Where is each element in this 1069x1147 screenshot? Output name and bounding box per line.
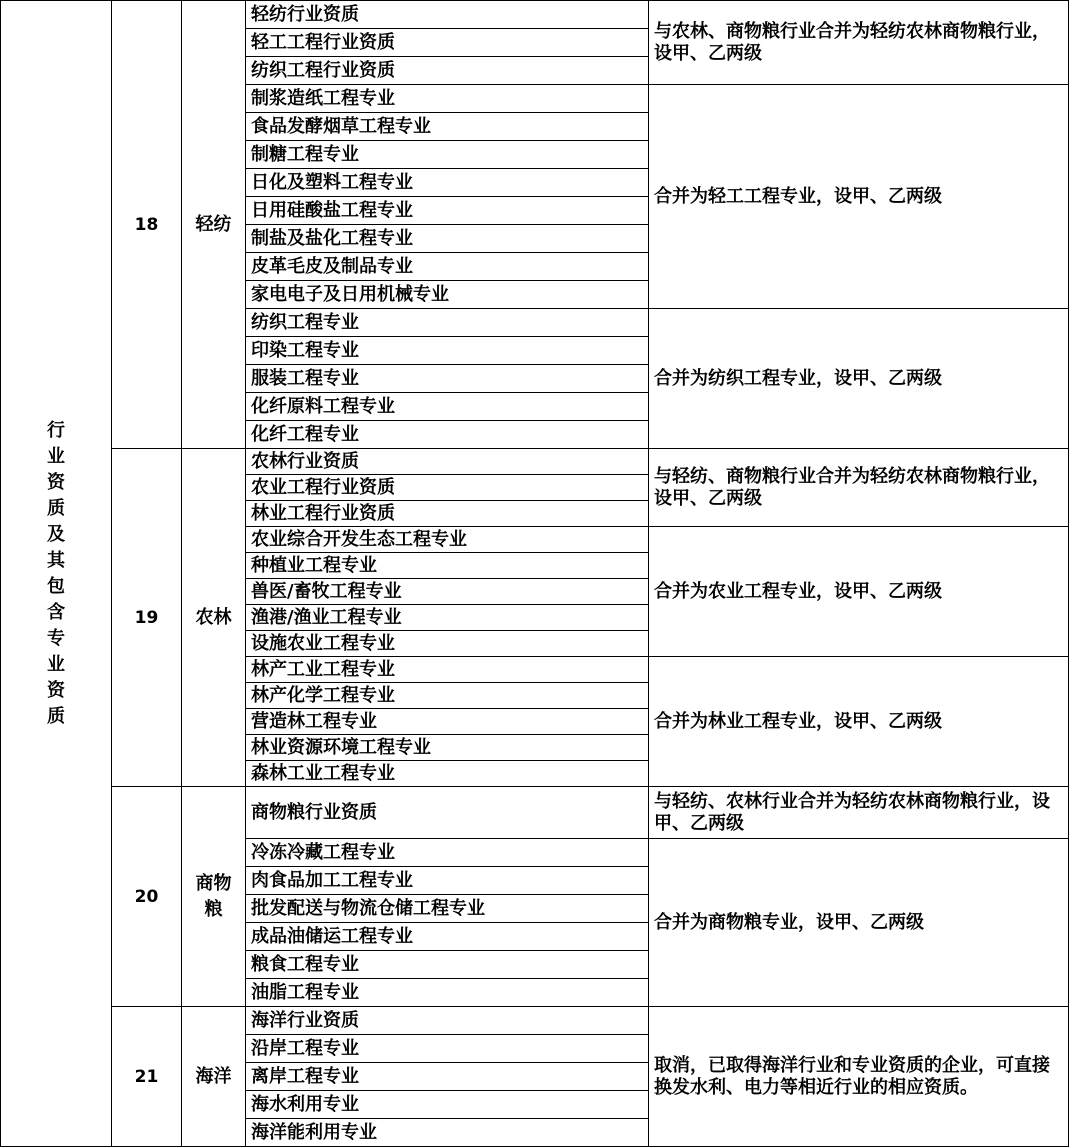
group-category-label: 海洋 [195, 1065, 232, 1087]
table-row [1, 1, 1069, 29]
item-name: 化纤原料工程专业 [246, 393, 649, 421]
item-name: 冷冻冷藏工程专业 [246, 839, 649, 867]
side-label-cell [1, 1, 112, 1147]
table-row [1, 787, 1069, 839]
item-name: 林产工业工程专业 [246, 657, 649, 683]
item-name: 商物粮行业资质 [246, 787, 649, 839]
merge-note: 合并为纺织工程专业，设甲、乙两级 [649, 309, 1069, 449]
group-category-label: 轻纺 [195, 213, 232, 235]
item-name: 纺织工程行业资质 [246, 57, 649, 85]
item-name: 沿岸工程专业 [246, 1035, 649, 1063]
merge-note: 取消，已取得海洋行业和专业资质的企业，可直接换发水利、电力等相近行业的相应资质。 [649, 1007, 1069, 1147]
item-name: 印染工程专业 [246, 337, 649, 365]
item-name: 日用硅酸盐工程专业 [246, 197, 649, 225]
table-row [1, 449, 1069, 475]
group-number: 18 [112, 1, 182, 449]
group-number: 20 [112, 787, 182, 1007]
item-name: 森林工业工程专业 [246, 761, 649, 787]
group-category [182, 449, 246, 787]
item-name: 林产化学工程专业 [246, 683, 649, 709]
item-name: 离岸工程专业 [246, 1063, 649, 1091]
item-name: 油脂工程专业 [246, 979, 649, 1007]
merge-note: 与轻纺、商物粮行业合并为轻纺农林商物粮行业，设甲、乙两级 [649, 449, 1069, 527]
item-name: 日化及塑料工程专业 [246, 169, 649, 197]
item-name: 粮食工程专业 [246, 951, 649, 979]
merge-note: 与轻纺、农林行业合并为轻纺农林商物粮行业，设甲、乙两级 [649, 787, 1069, 839]
item-name: 制盐及盐化工程专业 [246, 225, 649, 253]
group-category [182, 1007, 246, 1147]
item-name: 海水利用专业 [246, 1091, 649, 1119]
side-label: 行业资质及其包含专业资质 [47, 419, 65, 727]
item-name: 海洋行业资质 [246, 1007, 649, 1035]
item-name: 制糖工程专业 [246, 141, 649, 169]
item-name: 化纤工程专业 [246, 421, 649, 449]
item-name: 营造林工程专业 [246, 709, 649, 735]
merge-note: 合并为轻工工程专业，设甲、乙两级 [649, 85, 1069, 309]
item-name: 海洋能利用专业 [246, 1119, 649, 1147]
item-name: 农林行业资质 [246, 449, 649, 475]
merge-note: 合并为林业工程专业，设甲、乙两级 [649, 657, 1069, 787]
item-name: 肉食品加工工程专业 [246, 867, 649, 895]
item-name: 农业综合开发生态工程专业 [246, 527, 649, 553]
item-name: 兽医/畜牧工程专业 [246, 579, 649, 605]
item-name: 种植业工程专业 [246, 553, 649, 579]
item-name: 服装工程专业 [246, 365, 649, 393]
group-number: 19 [112, 449, 182, 787]
group-category-label: 商物粮 [195, 872, 232, 920]
item-name: 农业工程行业资质 [246, 475, 649, 501]
merge-note: 合并为商物粮专业，设甲、乙两级 [649, 839, 1069, 1007]
group-category [182, 787, 246, 1007]
item-name: 制浆造纸工程专业 [246, 85, 649, 113]
item-name: 食品发酵烟草工程专业 [246, 113, 649, 141]
item-name: 批发配送与物流仓储工程专业 [246, 895, 649, 923]
item-name: 纺织工程专业 [246, 309, 649, 337]
group-number: 21 [112, 1007, 182, 1147]
item-name: 轻纺行业资质 [246, 1, 649, 29]
item-name: 皮革毛皮及制品专业 [246, 253, 649, 281]
item-name: 设施农业工程专业 [246, 631, 649, 657]
group-category-label: 农林 [195, 606, 232, 628]
item-name: 成品油储运工程专业 [246, 923, 649, 951]
item-name: 林业工程行业资质 [246, 501, 649, 527]
item-name: 渔港/渔业工程专业 [246, 605, 649, 631]
merge-note: 与农林、商物粮行业合并为轻纺农林商物粮行业，设甲、乙两级 [649, 1, 1069, 85]
table-row [1, 1007, 1069, 1035]
item-name: 林业资源环境工程专业 [246, 735, 649, 761]
group-category [182, 1, 246, 449]
item-name: 家电电子及日用机械专业 [246, 281, 649, 309]
merge-note: 合并为农业工程专业，设甲、乙两级 [649, 527, 1069, 657]
item-name: 轻工工程行业资质 [246, 29, 649, 57]
